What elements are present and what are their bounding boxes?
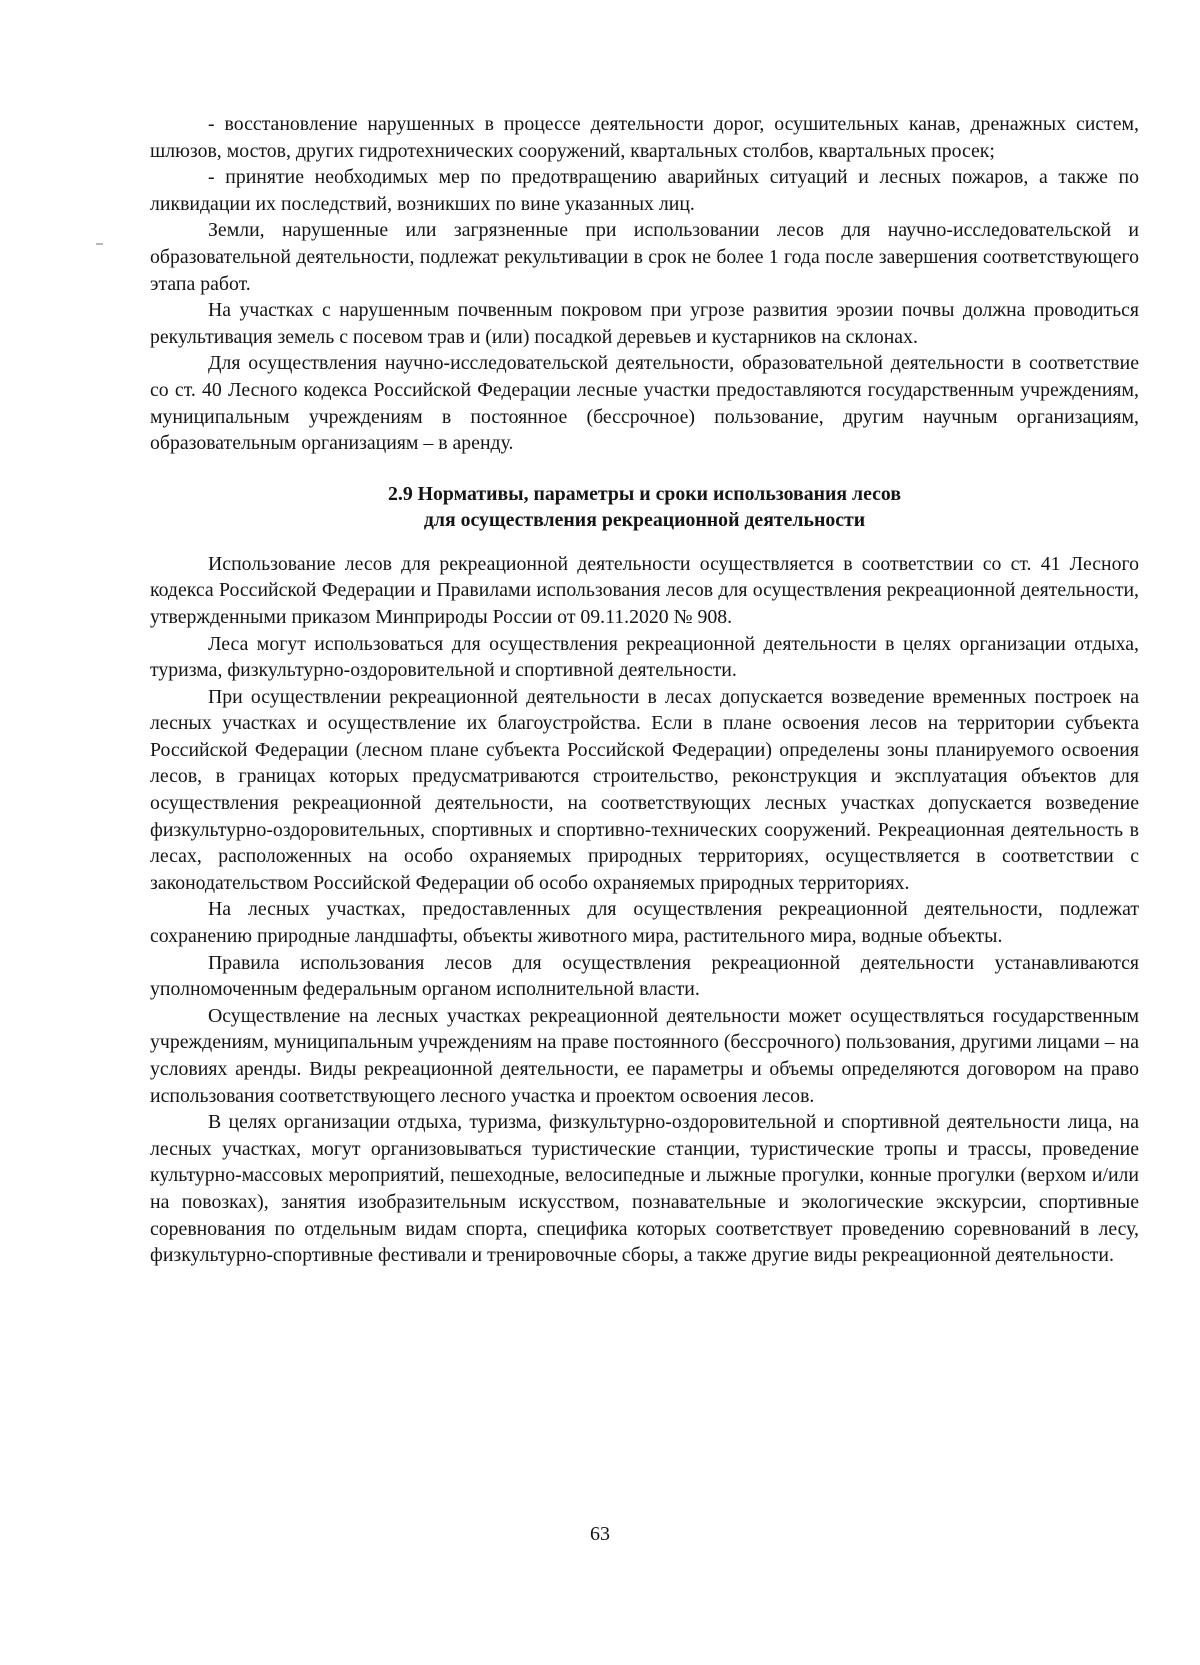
paragraph-emergency-measures: - принятие необходимых мер по предотвращению аварийных ситуаций и лесных пожаров, а также по ликвидации их последствий, возникших по вине указанных лиц. bbox=[150, 166, 1139, 215]
paragraph-landscape-preservation: На лесных участках, предоставленных для осуществления рекреационной деятельности, подлежат сохранению природные ландшафты, объекты животного мира, растительного мира, водные объекты. bbox=[150, 898, 1139, 948]
section-heading bbox=[150, 481, 1139, 533]
paragraph-temporary-buildings: При осуществлении рекреационной деятельности в лесах допускается возведение временных построек на лесных участках и осуществление их благоустройства. Если в плане освоения лесов на территории субъекта Российской Федерации (лесном плане субъекта Российской Федерации) определены зоны планируемого освоения лесов, в границах которых предусматриваются строительство, реконструкция и эксплуатация объектов для осуществления рекреационной деятельности, на соответствующих лесных участках допускается возведение физкультурно-оздоровительных, спортивных и спортивно-технических сооружений. Рекреационная деятельность в лесах, расположенных на особо охраняемых природных территориях, осуществляется в соответствии с законодательством Российской Федерации об особо охраняемых природных территориях. bbox=[150, 685, 1139, 894]
paragraph-recreation-activities: В целях организации отдыха, туризма, физкультурно-оздоровительной и спортивной деятельности лица, на лесных участках, могут организовываться туристические станции, туристические тропы и трассы, проведение культурно-массовых мероприятий, пешеходные, велосипедные и лыжные прогулки, конные прогулки (верхом и/или на повозках), занятия изобразительным искусством, познавательные и экологические экскурсии, спортивные соревнования по отдельным видам спорта, специфика которых соответствует проведению соревнований в лесу, физкультурно-спортивные фестивали и тренировочные сборы, а также другие виды рекреационной деятельности. bbox=[150, 1111, 1139, 1267]
paragraph-rules-authority: Правила использования лесов для осуществления рекреационной деятельности устанавливаются уполномоченным федеральным органом исполнительной власти. bbox=[150, 951, 1139, 1001]
page-number: 63 bbox=[590, 1523, 610, 1545]
paragraph-soil-erosion: На участках с нарушенным почвенным покровом при угрозе развития эрозии почвы должна проводиться рекультивация земель с посевом трав и (или) посадкой деревьев и кустарников на склонах. bbox=[150, 299, 1139, 348]
paragraph-recreation-purposes: Леса могут использоваться для осуществления рекреационной деятельности в целях организации отдыха, туризма, физкультурно-оздоровительной и спортивной деятельности. bbox=[150, 632, 1139, 682]
paragraph-research-plots: Для осуществления научно-исследовательской деятельности, образовательной деятельности в соответствие со ст. 40 Лесного кодекса Российской Федерации лесные участки предоставляются государственным учреждениям, муниципальным учреждениям в постоянное (бессрочное) пользование, другим научным организациям, образовательным организациям – в аренду. bbox=[150, 352, 1139, 455]
scan-margin-mark bbox=[96, 243, 103, 245]
page-body bbox=[150, 111, 1139, 1269]
paragraph-restoration: - восстановление нарушенных в процессе деятельности дорог, осушительных канав, дренажных систем, шлюзов, мостов, других гидротехнических сооружений, квартальных столбов, квартальных просек; bbox=[150, 113, 1139, 162]
section-heading-line-1: 2.9 Нормативы, параметры и сроки использования лесов bbox=[387, 482, 902, 505]
paragraph-land-reclamation: Земли, нарушенные или загрязненные при использовании лесов для научно-исследовательской и образовательной деятельности, подлежат рекультивации в срок не более 1 года после завершения соответствующего этапа работ. bbox=[150, 219, 1139, 295]
paragraph-lease-terms: Осуществление на лесных участках рекреационной деятельности может осуществляться государственным учреждениям, муниципальным учреждениям на праве постоянного (бессрочного) пользования, другими лицами – на условиях аренды. Виды рекреационной деятельности, ее параметры и объемы определяются договором на право использования соответствующего лесного участка и проектом освоения лесов. bbox=[150, 1004, 1139, 1107]
paragraph-recreation-basis: Использование лесов для рекреационной деятельности осуществляется в соответствии со ст. 41 Лесного кодекса Российской Федерации и Правилами использования лесов для осуществления рекреационной деятельности, утвержденными приказом Минприроды России от 09.11.2020 № 908. bbox=[150, 552, 1139, 628]
section-heading-line-2: для осуществления рекреационной деятельности bbox=[423, 508, 866, 531]
